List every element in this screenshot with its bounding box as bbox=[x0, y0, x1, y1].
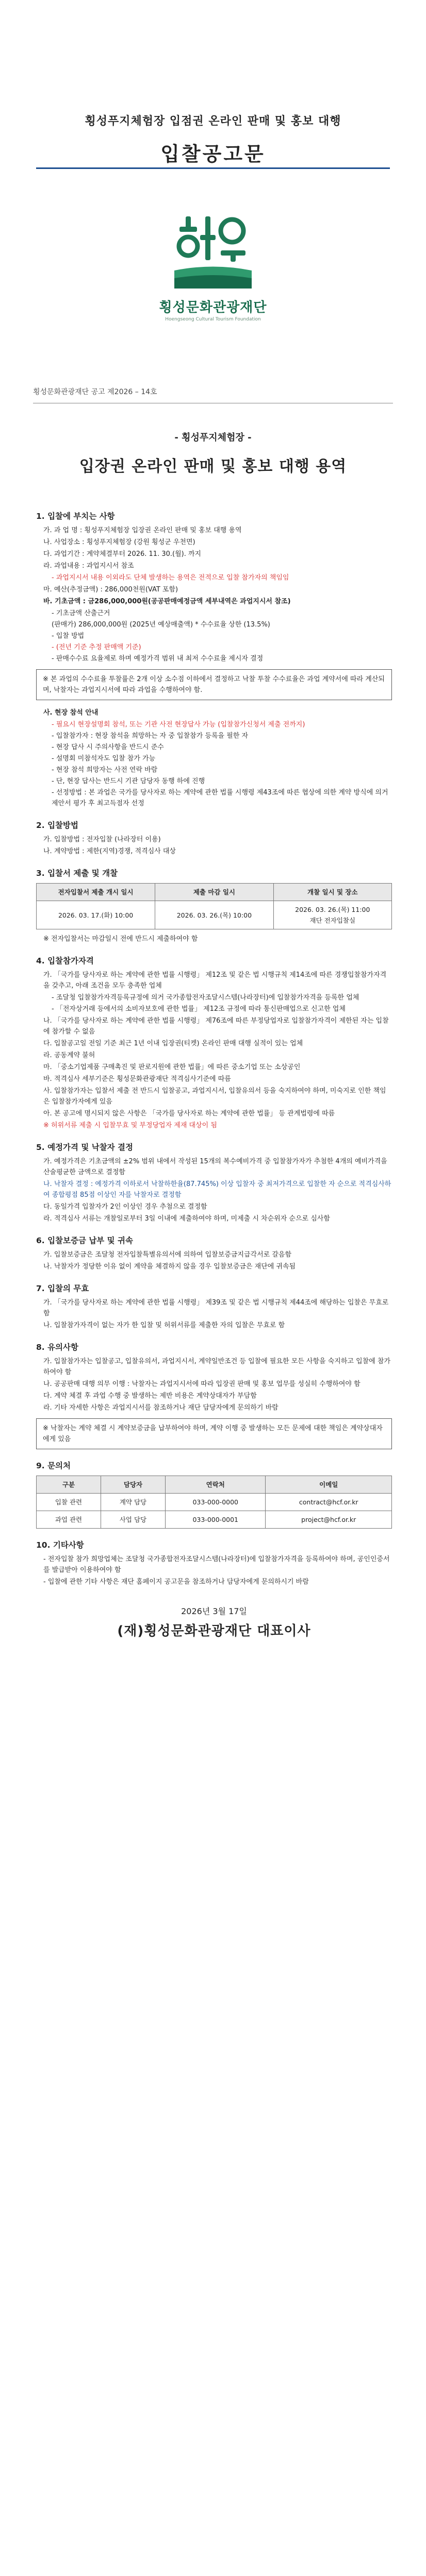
table-header: 연락처 bbox=[166, 1476, 266, 1494]
s6-item: 나. 낙찰자가 정당한 이유 없이 계약을 체결하지 않을 경우 입찰보증금은 재단에 귀속됨 bbox=[43, 1263, 296, 1270]
foundation-logo-icon bbox=[169, 206, 257, 294]
doc-main-title: 입장권 온라인 판매 및 홍보 대행 용역 bbox=[79, 457, 347, 476]
s1b-item: - 단, 현장 답사는 반드시 기관 담당자 동행 하에 진행 bbox=[52, 777, 205, 785]
s8-item: 가. 입찰참가자는 입찰공고, 입찰유의서, 과업지시서, 계약일반조건 등 입찰에 필요한 모든 사항을 숙지하고 입찰에 참가하여야 함 bbox=[43, 1358, 391, 1376]
table-cell: 2026. 03. 26.(목) 10:00 bbox=[155, 901, 273, 929]
s1-notice-box: ※ 본 과업의 수수료율 투찰률은 2개 이상 소수점 이하에서 결정하고 낙찰 투찰 수수료율은 과업 계약서에 따라 계산되며, 낙찰자는 과업지시서에 따라 과업을 수행하여야 함. bbox=[36, 669, 392, 700]
table-header: 구분 bbox=[37, 1476, 101, 1494]
foundation-logo bbox=[136, 206, 290, 340]
s1b-note: - 선정방법 : 본 과업은 국가를 당사자로 하는 계약에 관한 법률 시행령 제43조에 따른 협상에 의한 계약 방식에 의거 제안서 평가 후 최고득점자 선정 bbox=[52, 789, 388, 807]
section-2-heading: 2. 입찰방법 bbox=[36, 821, 78, 830]
s2-item: 가. 입찰방법 : 전자입찰 (나라장터 이용) bbox=[43, 836, 161, 843]
header-title: 입찰공고문 bbox=[160, 143, 266, 165]
s1-sub-item: (판매가) 286,000,000원 (2025년 예상매출액) * 수수료율 상한 (13.5%) bbox=[52, 621, 270, 629]
table-header: 전자입찰서 제출 개시 일시 bbox=[37, 884, 155, 901]
s4-item: 라. 공동계약 불허 bbox=[43, 1052, 95, 1059]
s3-note: ※ 전자입찰서는 마감일시 전에 반드시 제출하여야 함 bbox=[43, 935, 198, 943]
s2-item: 나. 계약방법 : 제한(지역)경쟁, 적격심사 대상 bbox=[43, 848, 176, 855]
notice-body bbox=[36, 500, 392, 1637]
s1b-item: - 현장 답사 시 주의사항을 반드시 준수 bbox=[52, 743, 164, 751]
s1-sub-item: - (전년 기준 추정 판매액 기준) bbox=[52, 643, 141, 651]
s1-item: 마. 예산(추정금액) : 286,000천원(VAT 포함) bbox=[43, 586, 178, 594]
table-cell: contract@hcf.or.kr bbox=[266, 1494, 392, 1511]
doc-sub-title: - 횡성푸지체험장 - bbox=[174, 432, 252, 443]
section-7-heading: 7. 입찰의 무효 bbox=[36, 1284, 89, 1293]
s1b-title: 사. 현장 참석 안내 bbox=[43, 709, 99, 717]
s7-item: 가. 「국가를 당사자로 하는 계약에 관한 법률 시행령」 제39조 및 같은 법 시행규칙 제44조에 해당하는 입찰은 무효로 함 bbox=[43, 1299, 389, 1317]
bid-schedule-table bbox=[36, 883, 392, 929]
section-1-heading: 1. 입찰에 부치는 사항 bbox=[36, 512, 115, 521]
table-header: 담당자 bbox=[101, 1476, 166, 1494]
s1-item: 다. 과업기간 : 계약체결부터 2026. 11. 30.(월). 까지 bbox=[43, 550, 202, 558]
s1-sub-item: - 입찰 방법 bbox=[52, 632, 85, 640]
section-5-heading: 5. 예정가격 및 낙찰자 결정 bbox=[36, 1143, 133, 1152]
logo-name: 횡성문화관광재단 bbox=[159, 300, 267, 315]
s10-item: - 전자입찰 참가 희망업체는 조달청 국가종합전자조달시스템(나라장터)에 입찰참가자격을 등록하여야 하며, 공인인증서를 발급받아 이용하여야 함 bbox=[43, 1555, 390, 1574]
contact-table bbox=[36, 1476, 392, 1529]
s1-item: 가. 과 업 명 : 횡성푸지체험장 입장권 온라인 판매 및 홍보 대행 용역 bbox=[43, 527, 242, 534]
table-cell: 2026. 03. 26.(목) 11:00 재단 전자입찰실 bbox=[273, 901, 391, 929]
table-cell: 033-000-0000 bbox=[166, 1494, 266, 1511]
s4-item: 아. 본 공고에 명시되지 않은 사항은 「국가를 당사자로 하는 계약에 관한 법률」 등 관계법령에 따름 bbox=[43, 1110, 335, 1117]
table-row bbox=[37, 1511, 392, 1529]
s1-item: 바. 기초금액 : 금286,000,000원(공공판매예정금액 세부내역은 과업지시서 참조) bbox=[43, 598, 291, 605]
s4-item: 사. 입찰참가자는 입찰서 제출 전 반드시 입찰공고, 과업지시서, 입찰유의서 등을 숙지하여야 하며, 미숙지로 인한 책임은 입찰참가자에게 있음 bbox=[43, 1087, 386, 1106]
s5-item: 나. 낙찰자 결정 : 예정가격 이하로서 낙찰하한율(87.745%) 이상 입찰자 중 최저가격으로 입찰한 자 순으로 적격심사하여 종합평점 85점 이상인 자를 낙찰자로 결정함 bbox=[43, 1180, 391, 1199]
s5-item: 라. 적격심사 서류는 개찰일로부터 3일 이내에 제출하여야 하며, 미제출 시 차순위자 순으로 심사함 bbox=[43, 1215, 330, 1223]
s1b-item: - 입찰참가자 : 현장 참석을 희망하는 자 중 입찰참가 등록을 필한 자 bbox=[52, 732, 249, 740]
s4-item: 나. 「국가를 당사자로 하는 계약에 관한 법률 시행령」 제76조에 따른 부정당업자로 입찰참가자격이 제한된 자는 입찰에 참가할 수 없음 bbox=[43, 1017, 389, 1036]
table-cell: 과업 관련 bbox=[37, 1511, 101, 1529]
notice-header bbox=[0, 0, 426, 222]
section-3-heading: 3. 입찰서 제출 및 개찰 bbox=[36, 869, 118, 878]
s8-notice-box: ※ 낙찰자는 계약 체결 시 계약보증금을 납부하여야 하며, 계약 이행 중 발생하는 모든 문제에 대한 책임은 계약상대자에게 있음 bbox=[36, 1418, 392, 1449]
table-header: 제출 마감 일시 bbox=[155, 884, 273, 901]
s4-item: - 「전자상거래 등에서의 소비자보호에 관한 법률」 제12조 규정에 따라 통신판매업으로 신고한 업체 bbox=[52, 1005, 346, 1013]
s4-item: 가. 「국가를 당사자로 하는 계약에 관한 법률 시행령」 제12조 및 같은 법 시행규칙 제14조에 따른 경쟁입찰참가자격을 갖추고, 아래 조건을 모두 충족한 업체 bbox=[43, 971, 387, 990]
table-row bbox=[37, 1494, 392, 1511]
s6-item: 가. 입찰보증금은 조달청 전자입찰특별유의서에 의하여 입찰보증금지급각서로 갈음함 bbox=[43, 1251, 292, 1259]
table-cell: 입찰 관련 bbox=[37, 1494, 101, 1511]
s1b-item: - 설명회 미참석자도 입찰 참가 가능 bbox=[52, 755, 156, 762]
s5-item: 다. 동일가격 입찰자가 2인 이상인 경우 추첨으로 결정함 bbox=[43, 1203, 207, 1211]
s4-item: - 조달청 입찰참가자격등록규정에 의거 국가종합전자조달시스템(나라장터)에 입찰참가자격을 등록한 업체 bbox=[52, 994, 359, 1002]
section-8-heading: 8. 유의사항 bbox=[36, 1343, 78, 1352]
section-4-heading: 4. 입찰참가자격 bbox=[36, 956, 94, 965]
s5-item: 가. 예정가격은 기초금액의 ±2% 범위 내에서 작성된 15개의 복수예비가격 중 입찰참가자가 추첨한 4개의 예비가격을 산술평균한 금액으로 결정함 bbox=[43, 1158, 387, 1176]
s1-sub-item: - 기초금액 산출근거 bbox=[52, 609, 110, 617]
s8-item: 나. 공공판매 대행 의무 이행 : 낙찰자는 과업지시서에 따라 입장권 판매 및 홍보 업무를 성실히 수행하여야 함 bbox=[43, 1380, 361, 1388]
notice-date: 2026년 3월 17일 bbox=[181, 1606, 247, 1616]
section-10-heading: 10. 기타사항 bbox=[36, 1540, 84, 1550]
section-6-heading: 6. 입찰보증금 납부 및 귀속 bbox=[36, 1236, 133, 1245]
section-9-heading: 9. 문의처 bbox=[36, 1461, 71, 1470]
s1-item: 라. 과업내용 : 과업지시서 참조 bbox=[43, 562, 134, 570]
header-subtitle: 횡성푸지체험장 입점권 온라인 판매 및 홍보 대행 bbox=[85, 115, 341, 128]
table-cell: 사업 담당 bbox=[101, 1511, 166, 1529]
s4-item: 바. 적격심사 세부기준은 횡성문화관광재단 적격심사기준에 따름 bbox=[43, 1075, 231, 1083]
notice-number: 횡성문화관광재단 공고 제2026 – 14호 bbox=[33, 388, 157, 396]
logo-english-name: Hoengseong Cultural Tourism Foundation bbox=[165, 317, 261, 322]
table-cell: 2026. 03. 17.(화) 10:00 bbox=[37, 901, 155, 929]
table-header: 이메일 bbox=[266, 1476, 392, 1494]
table-cell: project@hcf.or.kr bbox=[266, 1511, 392, 1529]
s1-item: 나. 사업장소 : 횡성푸지체험장 (강원 횡성군 우천면) bbox=[43, 538, 195, 546]
s4-item: 다. 입찰공고일 전일 기준 최근 1년 이내 입장권(티켓) 온라인 판매 대행 실적이 있는 업체 bbox=[43, 1040, 303, 1047]
s10-item: - 입찰에 관한 기타 사항은 재단 홈페이지 공고문을 참조하거나 담당자에게 문의하시기 바람 bbox=[43, 1578, 309, 1586]
s8-item: 라. 기타 자세한 사항은 과업지시서를 참조하거나 재단 담당자에게 문의하기 바람 bbox=[43, 1404, 278, 1412]
s8-item: 다. 계약 체결 후 과업 수행 중 발생하는 제반 비용은 계약상대자가 부담함 bbox=[43, 1392, 257, 1400]
table-header: 개찰 일시 및 장소 bbox=[273, 884, 391, 901]
header-divider bbox=[36, 167, 390, 169]
s1-red-note: - 과업지시서 내용 이외라도 단체 발생하는 용역은 전적으로 입찰 참가자의 책임임 bbox=[52, 574, 289, 582]
table-cell: 033-000-0001 bbox=[166, 1511, 266, 1529]
s1b-item: - 필요시 현장설명회 참석, 또는 기관 사전 현장답사 가능 (입찰참가신청서 제출 전까지) bbox=[52, 721, 305, 728]
s1-sub-item: - 판매수수료 요율제로 하며 예정가격 범위 내 최저 수수료율 제시자 결정 bbox=[52, 655, 264, 663]
s4-item: 마. 「중소기업제품 구매촉진 및 판로지원에 관한 법률」에 따른 중소기업 또는 소상공인 bbox=[43, 1063, 301, 1071]
s4-red-note: ※ 허위서류 제출 시 입찰무효 및 부정당업자 제재 대상이 됨 bbox=[43, 1122, 217, 1129]
s7-item: 나. 입찰참가자격이 없는 자가 한 입찰 및 허위서류를 제출한 자의 입찰은 무효로 함 bbox=[43, 1321, 285, 1329]
issuer-name: (재)횡성문화관광재단 대표이사 bbox=[117, 1623, 311, 1639]
s1b-item: - 현장 참석 희망자는 사전 연락 바람 bbox=[52, 766, 158, 774]
table-cell: 계약 담당 bbox=[101, 1494, 166, 1511]
